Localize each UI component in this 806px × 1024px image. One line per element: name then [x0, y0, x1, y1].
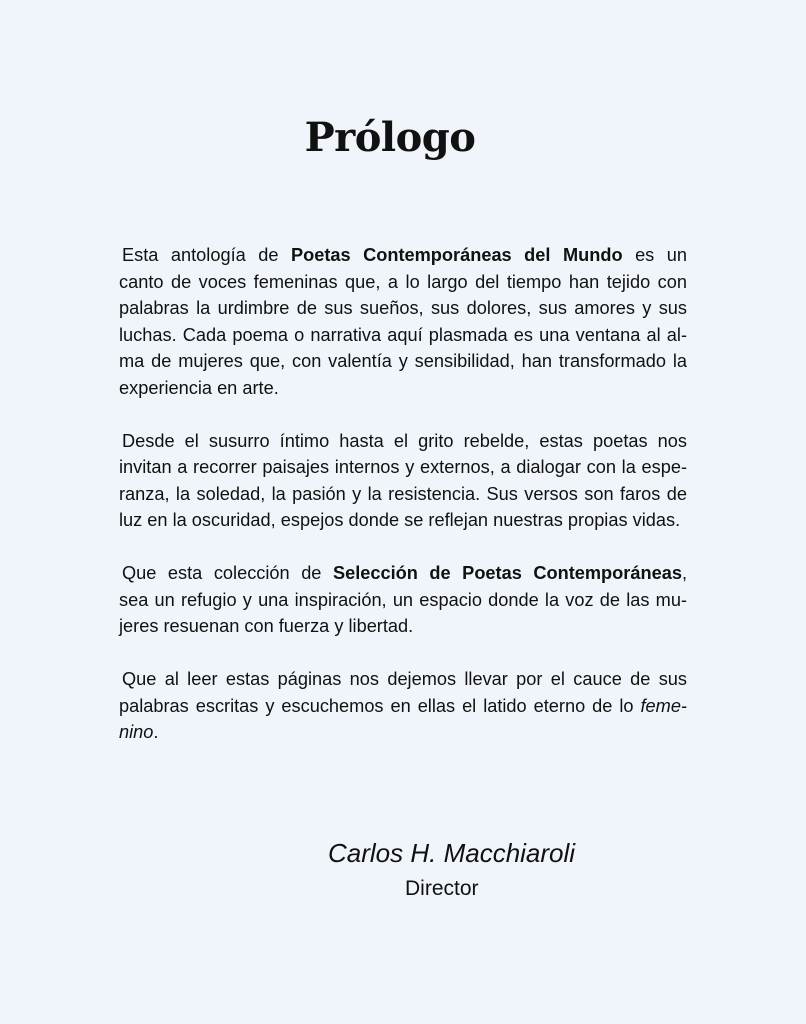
paragraph: [119, 560, 687, 640]
paragraph-line: experiencia en arte.: [119, 377, 279, 398]
paragraph-line: luz en la oscuridad, espejos donde se reflejan nuestras propias vidas.: [119, 510, 681, 530]
paragraph-line: Esta antología de Poetas Contemporáneas del Mundo es un: [122, 245, 688, 265]
paragraph-line: ranza, la soledad, la pasión y la resistencia. Sus versos son faros de: [119, 483, 687, 504]
paragraph-line: Desde el susurro íntimo hasta el grito rebelde, estas poetas nos: [122, 430, 687, 451]
paragraph: [119, 428, 687, 534]
paragraph-line: sea un refugio y una inspiración, un espacio donde la voz de las mu-: [119, 589, 687, 610]
paragraph-line: palabras escritas y escuchemos en ellas el latido eterno de lo feme-: [119, 695, 687, 716]
paragraph-line: ma de mujeres que, con valentía y sensibilidad, han transformado la: [119, 351, 687, 371]
paragraph-line: nino.: [119, 722, 159, 742]
paragraph-line: canto de voces femeninas que, a lo largo del tiempo han tejido con: [119, 271, 687, 292]
bold-title: Poetas Contemporáneas del Mundo: [290, 245, 623, 265]
paragraph: [119, 666, 687, 746]
paragraph-line: Que esta colección de Selección de Poetas Contemporáneas,: [122, 563, 687, 583]
paragraph-line: invitan a recorrer paisajes internos y externos, a dialogar con la espe-: [119, 457, 687, 477]
signature-name: Carlos H. Macchiaroli: [328, 838, 576, 868]
paragraph-line: Que al leer estas páginas nos dejemos llevar por el cauce de sus: [122, 669, 687, 689]
paragraph-line: luchas. Cada poema o narrativa aquí plasmada es una ventana al al-: [119, 324, 687, 345]
paragraph: [119, 242, 687, 401]
bold-title: Selección de Poetas Contemporáneas: [332, 563, 682, 583]
signature-role: Director: [405, 877, 479, 900]
paragraph-line: palabras la urdimbre de sus sueños, sus dolores, sus amores y sus: [119, 298, 687, 318]
paragraph-line: jeres resuenan con fuerza y libertad.: [119, 616, 414, 636]
italic-word: nino: [119, 722, 154, 742]
page-title: Prólogo: [304, 114, 476, 161]
italic-word: feme-: [640, 695, 687, 716]
prologue-body: [119, 242, 687, 772]
